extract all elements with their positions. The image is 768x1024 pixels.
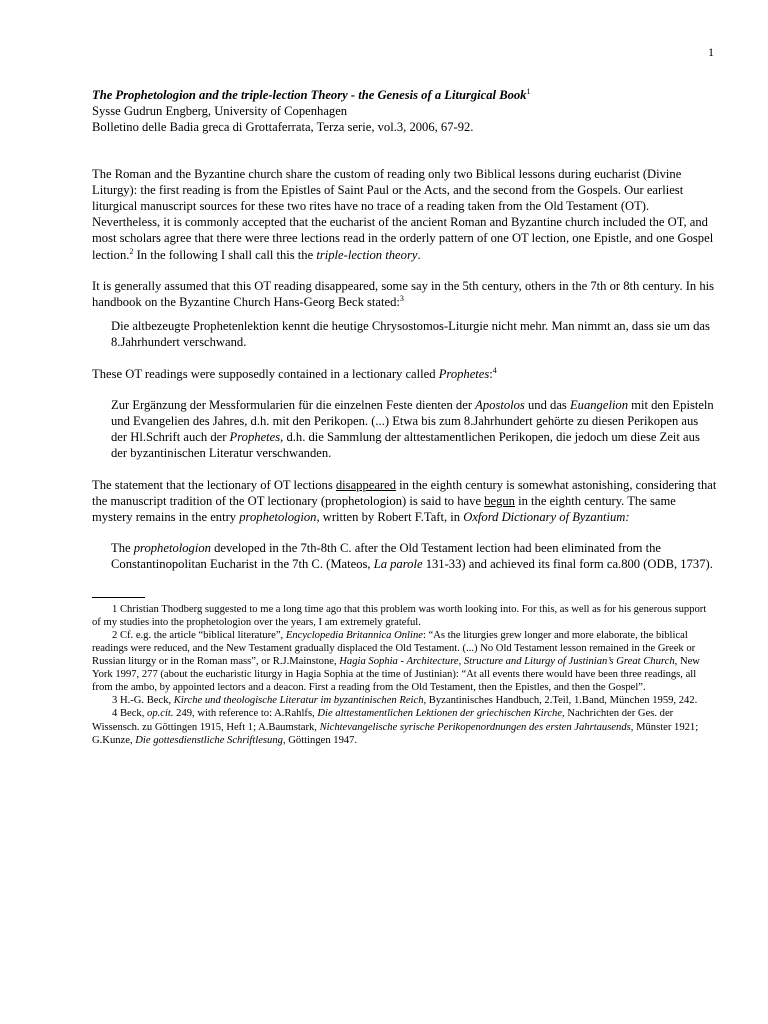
author-line: Sysse Gudrun Engberg, University of Copenhagen [92, 104, 348, 119]
footnote-2 [92, 629, 717, 694]
text: : [489, 366, 493, 381]
italic-ref: Die gottesdienstliche Schriftlesung [135, 734, 283, 746]
text: 4 Beck, [112, 708, 148, 720]
text: The statement that the lectionary of OT lections [92, 477, 336, 492]
text: : “As the liturgies grew longer and more elaborate, the biblical readings were reduced, and the New Testament gradually displaced the Old Testament. (...) No Old Testament lesson remained in the Greek or Russian liturgy or in the Roman mass”, or R.J.Mainstone, [92, 629, 696, 668]
text: , d.h. die Sammlung der alttestamentlichen Perikopen, die jedoch um diese Zeit aus der byzantinischen Literatur verschwanden. [111, 430, 700, 461]
text: , Byzantinisches Handbuch, 2.Teil, 1.Band, München 1959, 242. [423, 695, 698, 707]
footnote-1 [92, 603, 717, 629]
text: developed in the 7th-8th C. after the Old Testament lection had been eliminated from the Constantinopolitan Eucharist in the 7th C. (Mateos, [111, 541, 661, 572]
text: The Roman and the Byzantine church share the custom of reading only two Biblical lessons during eucharist (Divine Liturgy): the first reading is from the Epistles of Saint Paul or the Acts, and the second from the Gospels. Our earliest liturgical manuscript sources for these two rites have no trace of a reading taken from the Old Testament (OT). Nevertheless, it is commonly accepted that the eucharist of the ancient Roman and Byzantine church included the OT, and most scholars agree that there were three lections read in the orderly pattern of one OT lection, one Epistle, and one Gospel lection. [92, 166, 714, 262]
text: , written by Robert F.Taft, in [316, 510, 464, 525]
term-italic: Euangelion [569, 397, 629, 412]
footnote-divider [92, 597, 145, 598]
underlined-word: begun [484, 493, 515, 508]
text: It is generally assumed that this OT reading disappeared, some say in the 5th century, others in the 7th or 8th century. In his handbook on the Byzantine Church Hans-Georg Beck stated: [92, 278, 715, 310]
text: In the following I shall call this the [133, 247, 317, 262]
text: in the eighth century. The same mystery remains in the entry [92, 493, 676, 525]
term-italic: prophetologion [239, 510, 317, 525]
text: mit den Episteln und Evangelien des Jahres, d.h. mit den Perikopen. (...) Etwa bis zum 8.Jahrhundert gehörte zu diesen Perikopen aus der Hl.Schrift auch der [111, 397, 714, 445]
term-italic: La parole [373, 557, 423, 572]
term-italic: prophetologion [133, 541, 211, 556]
paragraph-1 [92, 166, 717, 263]
text: . [417, 247, 421, 262]
footnote-3 [92, 694, 717, 707]
article-title [92, 87, 717, 103]
text: Zur Ergänzung der Messformularien für die einzelnen Feste dienten der [111, 397, 476, 412]
header-block [92, 0, 717, 136]
page-number: 1 [708, 45, 714, 59]
text: , Göttingen 1947. [282, 734, 358, 746]
text: in the eighth century is somewhat astonishing, considering that the manuscript tradition of the OT lectionary (prophetologion) is said to have [92, 477, 717, 508]
citation-line: Bolletino delle Badia greca di Grottaferrata, Terza serie, vol.3, 2006, 67-92. [92, 120, 474, 135]
term-italic: Apostolos [475, 397, 525, 412]
term-italic: Prophetes [229, 430, 281, 445]
text: 249, with reference to: A.Rahlfs, [173, 708, 318, 720]
footnote-ref-4[interactable]: 4 [492, 365, 497, 375]
source-italic: Oxford Dictionary of Byzantium: [463, 510, 630, 525]
block-quote-2 [111, 397, 717, 462]
block-quote-1: Die altbezeugte Prophetenlektion kennt die heutige Chrysostomos-Liturgie nicht mehr. Man nimmt an, dass sie um das 8.Jahrhundert verschwand. [111, 319, 710, 350]
text: , Münster 1921; G.Kunze, [92, 721, 699, 746]
text: , Nachrichten der Ges. der Wissensch. zu Göttingen 1915, Heft 1; A.Baumstark, [92, 708, 674, 733]
paragraph-4 [92, 477, 717, 526]
footnote-ref-1[interactable]: 1 [526, 86, 531, 96]
paragraph-2 [92, 278, 717, 310]
text: 1 Christian Thodberg suggested to me a long time ago that this problem was worth looking into. For this, as well as for his generous support of my studies into the prophetologion over the years, I am extremely grateful. [92, 603, 707, 628]
footnote-ref-3[interactable]: 3 [399, 293, 404, 303]
text: und das [524, 397, 570, 412]
title-text: The Prophetologion and the triple-lection Theory - the Genesis of a Liturgical Book [92, 88, 527, 102]
italic-ref: Nichtevangelische syrische Perikopenordnungen des ersten Jahrtausends [319, 721, 631, 733]
footnote-ref-2[interactable]: 2 [129, 246, 134, 256]
text: 131-33) and achieved its final form ca.800 (ODB, 1737). [422, 557, 713, 572]
block-quote-3 [111, 540, 717, 572]
text: , New York 1997, 277 (about the eucharistic liturgy in Hagia Sophia at the time of Justinian): “At all events there would have been three readings, all from the ambo, by appointed lectors and a deacon. First a reading from the Old Testament, then the Epistles, and then the Gospel”. [92, 656, 700, 694]
footnote-4 [92, 707, 717, 746]
italic-ref: op.cit. [147, 708, 174, 720]
term-italic: Prophetes [438, 366, 490, 381]
italic-ref: Encyclopedia Britannica Online [285, 629, 423, 641]
italic-ref: Die alttestamentlichen Lektionen der griechischen Kirche [317, 708, 563, 720]
text: 3 H.-G. Beck, [112, 695, 174, 707]
text: These OT readings were supposedly contained in a lectionary called [92, 366, 439, 381]
text: The [111, 541, 134, 556]
underlined-word: disappeared [335, 477, 397, 492]
term-italic: triple-lection theory [316, 247, 418, 262]
text: 2 Cf. e.g. the article “biblical literature”, [112, 629, 286, 641]
italic-ref: Hagia Sophia - Architecture, Structure and Liturgy of Justinian’s Great Church [339, 656, 675, 668]
italic-ref: Kirche und theologische Literatur im byzantinischen Reich [173, 695, 424, 707]
paragraph-3 [92, 366, 717, 382]
